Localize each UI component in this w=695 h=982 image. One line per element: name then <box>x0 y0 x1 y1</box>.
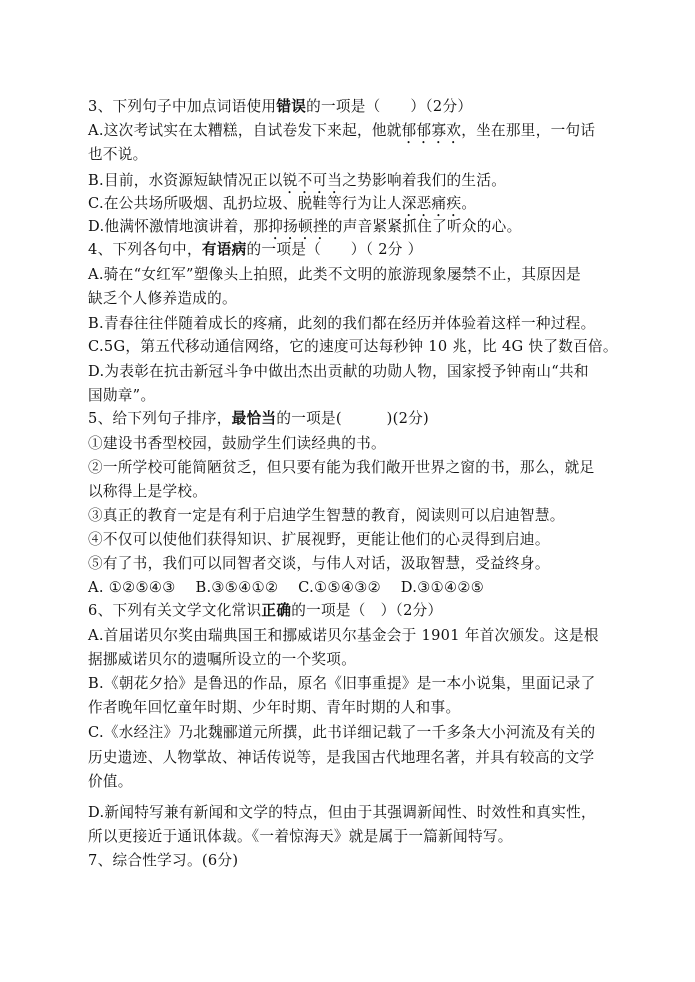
q3-dotted-word-a: 郁郁寡欢 <box>401 122 462 139</box>
q6-option-b: B.《朝花夕拾》是鲁迅的作品，原名《旧事重提》是一本小说集，里面记录了 <box>88 675 596 692</box>
q7-title: 7、综合性学习。(6分) <box>88 852 239 869</box>
q4-option-d-cont: 国勋章”。 <box>88 387 156 404</box>
q6-stem: 6、下列有关文学文化常识正确的一项是（ ）（2分） <box>88 602 443 619</box>
q6-option-c: C.《水经注》乃北魏郦道元所撰，此书详细记载了一千多条大小河流及有关的 <box>88 724 596 741</box>
q6-option-c-cont2: 价值。 <box>88 773 133 790</box>
q5-stem: 5、给下列句子排序，最恰当的一项是( )(2分) <box>88 410 430 427</box>
q6-keyword: 正确 <box>261 602 292 619</box>
q4-option-a: A.骑在“女红军”塑像头上拍照，此类不文明的旅游现象屡禁不止，其原因是 <box>88 266 582 283</box>
q4-option-b: B.青春往往伴随着成长的疼痛，此刻的我们都在经历并体验着这样一种过程。 <box>88 315 596 332</box>
q6-option-d-cont: 所以更接近于通讯体裁。《一着惊海天》就是属于一篇新闻特写。 <box>88 828 513 845</box>
q3-option-c: C.在公共场所吸烟、乱扔垃圾、脱鞋等行为让人深恶痛疾。 <box>88 195 477 212</box>
q6-option-a-cont: 据挪威诺贝尔的遗嘱所设立的一个奖项。 <box>88 651 357 668</box>
q3-option-b: B.目前，水资源短缺情况正以锐不可当之势影响着我们的生活。 <box>88 172 507 189</box>
q6-option-a: A.首届诺贝尔奖由瑞典国王和挪威诺贝尔基金会于 1901 年首次颁发。这是根 <box>88 627 599 644</box>
q5-sentence-2-cont: 以称得上是学校。 <box>88 483 208 500</box>
q3-option-d: D.他满怀激情地演讲着，那抑扬顿挫的声音紧紧抓住了听众的心。 <box>88 218 522 235</box>
q4-option-a-cont: 缺乏个人修养造成的。 <box>88 290 237 307</box>
q4-option-c: C.5G，第五代移动通信网络，它的速度可达每秒钟 10 兆，比 4G 快了数百倍。 <box>88 338 618 355</box>
q3-option-a: A.这次考试实在太糟糕，自试卷发下来起，他就郁郁寡欢，坐在那里，一句话 <box>88 122 596 139</box>
q4-keyword: 有语病 <box>201 241 247 258</box>
q4-stem: 4、下列各句中，有语病的一项是（ ）（ 2分 ） <box>88 241 423 258</box>
q6-option-c-cont: 历史遗迹、人物掌故、神话传说等，是我国古代地理名著，并具有较高的文学 <box>88 749 595 766</box>
q3-dotted-word-d: 抑扬顿挫 <box>268 218 328 235</box>
q5-sentence-1: ①建设书香型校园，鼓励学生们读经典的书。 <box>88 435 386 452</box>
q6-option-d: D.新闻特写兼有新闻和文学的特点，但由于其强调新闻性、时效性和真实性， <box>88 804 596 821</box>
q3-stem: 3、下列句子中加点词语使用错误的一项是（ ）（2分） <box>88 98 473 115</box>
q3-option-a-cont: 也不说。 <box>88 146 148 163</box>
q3-keyword: 错误 <box>276 98 307 115</box>
q5-sentence-4: ④不仅可以使他们获得知识、扩展视野，更能让他们的心灵得到启迪。 <box>88 531 550 548</box>
q5-sentence-5: ⑤有了书，我们可以同智者交谈，与伟人对话，汲取智慧，受益终身。 <box>88 555 550 572</box>
q3-dotted-word-b: 锐不可当 <box>282 172 343 189</box>
q5-sentence-2: ②一所学校可能简陋贫乏，但只要有能为我们敞开世界之窗的书，那么，就足 <box>88 459 595 476</box>
q4-option-d: D.为表彰在抗击新冠斗争中做出杰出贡献的功勋人物，国家授予钟南山“共和 <box>88 363 589 380</box>
q5-sentence-3: ③真正的教育一定是有利于启迪学生智慧的教育，阅读则可以启迪智慧。 <box>88 507 565 524</box>
q6-option-b-cont: 作者晚年回忆童年时期、少年时期、青年时期的人和事。 <box>88 699 461 716</box>
q3-dotted-word-c: 深恶痛疾 <box>401 195 462 212</box>
q5-keyword: 最恰当 <box>231 410 277 427</box>
q5-options: A. ①②⑤④③ B.③⑤④①② C.①⑤④③② D.③①④②⑤ <box>88 579 485 596</box>
